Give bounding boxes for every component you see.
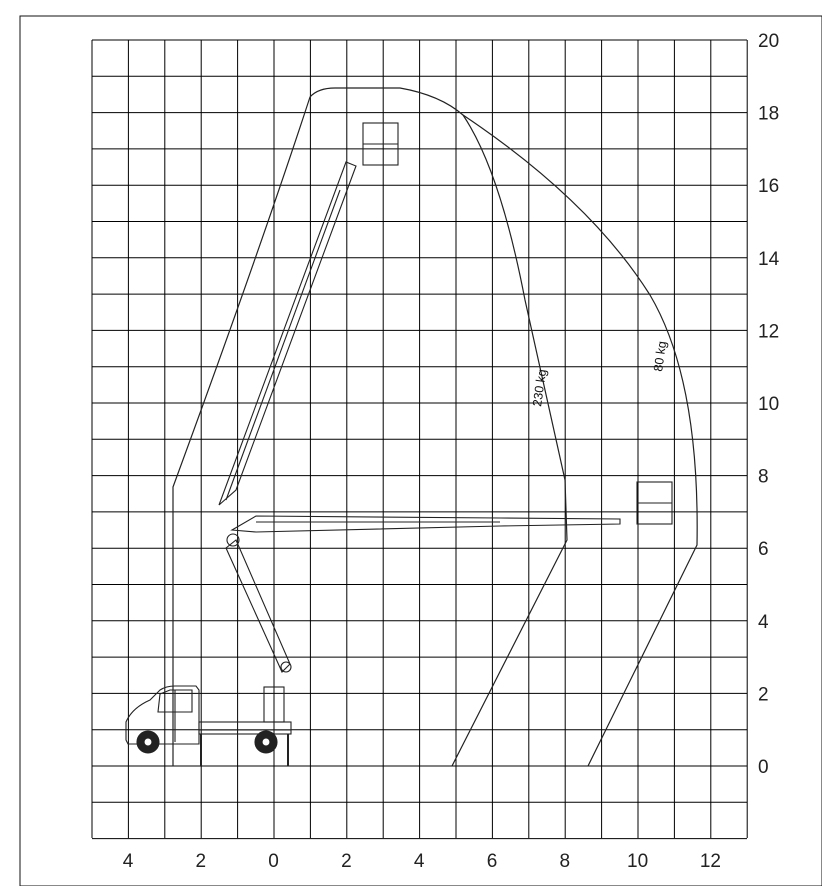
- x-tick-label: 2: [341, 851, 352, 872]
- x-tick-label: 4: [122, 851, 134, 872]
- y-tick-label: 18: [758, 103, 780, 125]
- upper-boom-horizontal: [232, 516, 620, 532]
- capacity-label-80kg: 80 kg: [651, 340, 670, 373]
- y-tick-label: 0: [758, 757, 769, 778]
- x-tick-label: 12: [699, 851, 721, 872]
- y-tick-label: 12: [758, 321, 780, 343]
- outer-border: [20, 16, 822, 886]
- x-tick-label: 6: [486, 851, 498, 872]
- x-tick-label: 8: [559, 851, 571, 872]
- truck-cab: [126, 686, 199, 744]
- y-tick-label: 14: [758, 248, 780, 270]
- lower-boom: [226, 540, 290, 672]
- y-tick-label: 20: [758, 31, 780, 52]
- y-tick-label: 6: [758, 539, 769, 561]
- capacity-label-230kg: 230 kg: [530, 368, 550, 408]
- x-tick-label: 4: [413, 851, 425, 872]
- front-hub: [144, 738, 152, 746]
- y-tick-label: 16: [758, 176, 780, 198]
- rear-hub: [262, 738, 270, 746]
- lower-boom-pivot: [281, 662, 291, 672]
- y-axis-ticks: [758, 31, 780, 778]
- outer-envelope: [173, 88, 697, 766]
- truck-chassis: [199, 722, 291, 734]
- y-tick-label: 8: [758, 466, 769, 488]
- x-axis-ticks: [123, 851, 721, 872]
- y-tick-label: 4: [758, 611, 769, 633]
- y-tick-label: 2: [758, 684, 769, 706]
- x-tick-label: 0: [268, 851, 279, 872]
- x-tick-label: 2: [195, 851, 207, 872]
- upper-boom-vertical-rail: [226, 190, 340, 500]
- x-tick-label: 10: [627, 851, 649, 872]
- envelope-230kg: [452, 115, 567, 766]
- y-tick-label: 10: [758, 394, 780, 415]
